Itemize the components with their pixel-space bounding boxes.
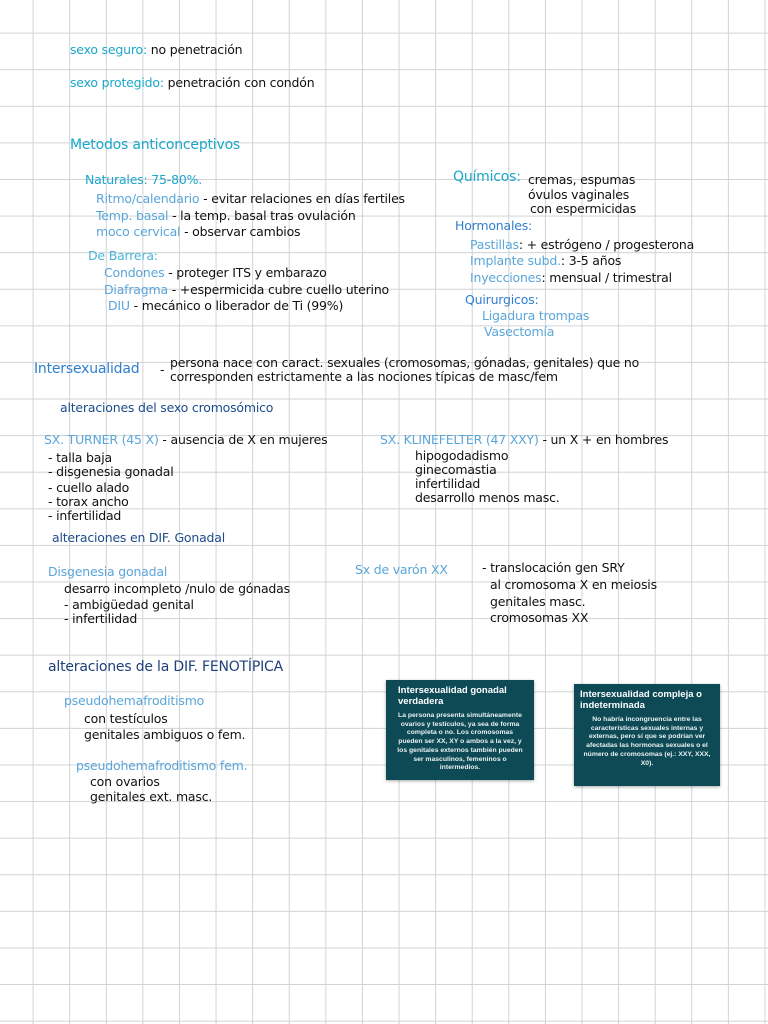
naturales-item-text: - observar cambios — [184, 224, 301, 239]
klinefelter-label: SX. KLINEFELTER (47 XXY) — [380, 432, 539, 447]
sexo-seguro-text: no penetración — [150, 42, 243, 57]
card-body: La persona presenta simultáneamente ovarios y testículos, ya sea de forma completa o no. Los cromosomas pueden ser XX, XY o ambos a la vez, y los genitales externos también pueden ser masculinos, femeninos o intermedios. — [397, 712, 523, 772]
disgenesia-item: - ambigüedad genital — [64, 597, 194, 612]
barrera-item-label: Condones — [104, 265, 165, 280]
sexo-seguro-label: sexo seguro: — [70, 42, 148, 57]
pseudo-item: genitales ambiguos o fem. — [84, 727, 246, 742]
hormonales-item — [470, 270, 672, 285]
barrera-item-text: - +espermicida cubre cuello uterino — [171, 282, 389, 297]
klinefelter-item: hipogodadismo — [415, 448, 509, 463]
gonadal-title: alteraciones en DIF. Gonadal — [52, 530, 226, 545]
disgenesia-item: - infertilidad — [64, 611, 138, 626]
turner-item: - infertilidad — [48, 508, 122, 523]
hormonales-item-text: : 3-5 años — [560, 253, 622, 268]
quimicos-line: cremas, espumas — [528, 172, 636, 187]
hormonales-item-label: Implante subd. — [470, 253, 561, 268]
sexo-seguro-line — [70, 42, 242, 57]
varon-line: - translocación gen SRY — [482, 560, 625, 575]
varon-line: cromosomas XX — [490, 610, 589, 625]
klinefelter-line — [380, 432, 668, 447]
hormonales-item — [470, 237, 694, 252]
intersexualidad-dash: - — [160, 362, 165, 377]
barrera-item-label: DIU — [108, 298, 130, 313]
naturales-item-label: Temp. basal — [96, 208, 169, 223]
intersexualidad-def-line1: persona nace con caract. sexuales (cromosomas, gónadas, genitales) que no — [170, 355, 640, 370]
quirurgicos-title: Quirurgicos: — [465, 292, 539, 307]
card-body: No habría incongruencia entre las características sexuales internas y externas, pero sí que se podrían ver afectadas las hormonas sexuales o el número de cromosomas (ej.: XXY, XXX, X0). — [583, 716, 711, 767]
quirurgicos-item: Ligadura trompas — [482, 308, 590, 323]
hormonales-title: Hormonales: — [455, 218, 533, 233]
quimicos-title: Químicos: — [453, 169, 521, 185]
klinefelter-item: ginecomastia — [415, 462, 497, 477]
pseudo-fem-item: genitales ext. masc. — [90, 789, 213, 804]
card-intersexualidad-gonadal — [386, 680, 534, 780]
metodos-title: Metodos anticonceptivos — [70, 137, 241, 153]
quirurgicos-item: Vasectomía — [484, 324, 555, 339]
hormonales-item-text: : + estrógeno / progesterona — [518, 237, 695, 252]
barrera-item — [104, 265, 327, 280]
naturales-title: Naturales: 75-80%. — [85, 172, 203, 187]
sexo-protegido-line — [70, 75, 314, 90]
klinefelter-item: infertilidad — [415, 476, 481, 491]
turner-item: - disgenesia gonadal — [48, 464, 174, 479]
hormonales-item-label: Inyecciones — [470, 270, 542, 285]
turner-item: - talla baja — [48, 450, 112, 465]
naturales-item — [96, 208, 356, 223]
card-title: Intersexualidad compleja o indeterminada — [580, 689, 702, 711]
barrera-item-text: - proteger ITS y embarazo — [168, 265, 327, 280]
varon-line: genitales masc. — [490, 594, 586, 609]
pseudo-label: pseudohemafroditismo — [64, 693, 205, 708]
quimicos-line: óvulos vaginales — [528, 187, 630, 202]
klinefelter-text: - un X + en hombres — [542, 432, 669, 447]
pseudo-fem-item: con ovarios — [90, 774, 160, 789]
barrera-title: De Barrera: — [88, 248, 158, 263]
turner-item: - cuello alado — [48, 480, 130, 495]
hormonales-item — [470, 253, 621, 268]
card-intersexualidad-compleja — [574, 684, 720, 786]
cromosomico-title: alteraciones del sexo cromosómico — [60, 400, 274, 415]
intersexualidad-label: Intersexualidad — [34, 361, 140, 377]
disgenesia-label: Disgenesia gonadal — [48, 564, 168, 579]
pseudo-item: con testículos — [84, 711, 168, 726]
naturales-item-label: Ritmo/calendario — [96, 191, 200, 206]
naturales-item-label: moco cervical — [96, 224, 181, 239]
barrera-item-label: Diafragma — [104, 282, 168, 297]
naturales-item-text: - la temp. basal tras ovulación — [172, 208, 356, 223]
varon-line: al cromosoma X en meiosis — [490, 577, 657, 592]
sexo-protegido-label: sexo protegido: — [70, 75, 164, 90]
naturales-item-text: - evitar relaciones en días fertiles — [203, 191, 405, 206]
quimicos-line: con espermicidas — [530, 201, 637, 216]
turner-item: - torax ancho — [48, 494, 129, 509]
barrera-item — [104, 282, 389, 297]
disgenesia-item: desarro incompleto /nulo de gónadas — [64, 581, 290, 596]
pseudo-fem-label: pseudohemafroditismo fem. — [76, 758, 248, 773]
intersexualidad-def-line2: corresponden estrictamente a las nociones típicas de masc/fem — [170, 369, 558, 384]
naturales-item — [96, 224, 300, 239]
varon-label: Sx de varón XX — [355, 562, 448, 577]
fenotipica-title: alteraciones de la DIF. FENOTÍPICA — [48, 659, 283, 675]
card-title: Intersexualidad gonadal verdadera — [398, 685, 507, 707]
klinefelter-item: desarrollo menos masc. — [415, 490, 560, 505]
sexo-protegido-text: penetración con condón — [167, 75, 315, 90]
hormonales-item-label: Pastillas — [470, 237, 519, 252]
naturales-item — [96, 191, 405, 206]
barrera-item — [108, 298, 343, 313]
turner-line — [44, 432, 327, 447]
hormonales-item-text: : mensual / trimestral — [541, 270, 672, 285]
turner-text: - ausencia de X en mujeres — [162, 432, 328, 447]
barrera-item-text: - mecánico o liberador de Ti (99%) — [133, 298, 344, 313]
turner-label: SX. TURNER (45 X) — [44, 432, 159, 447]
